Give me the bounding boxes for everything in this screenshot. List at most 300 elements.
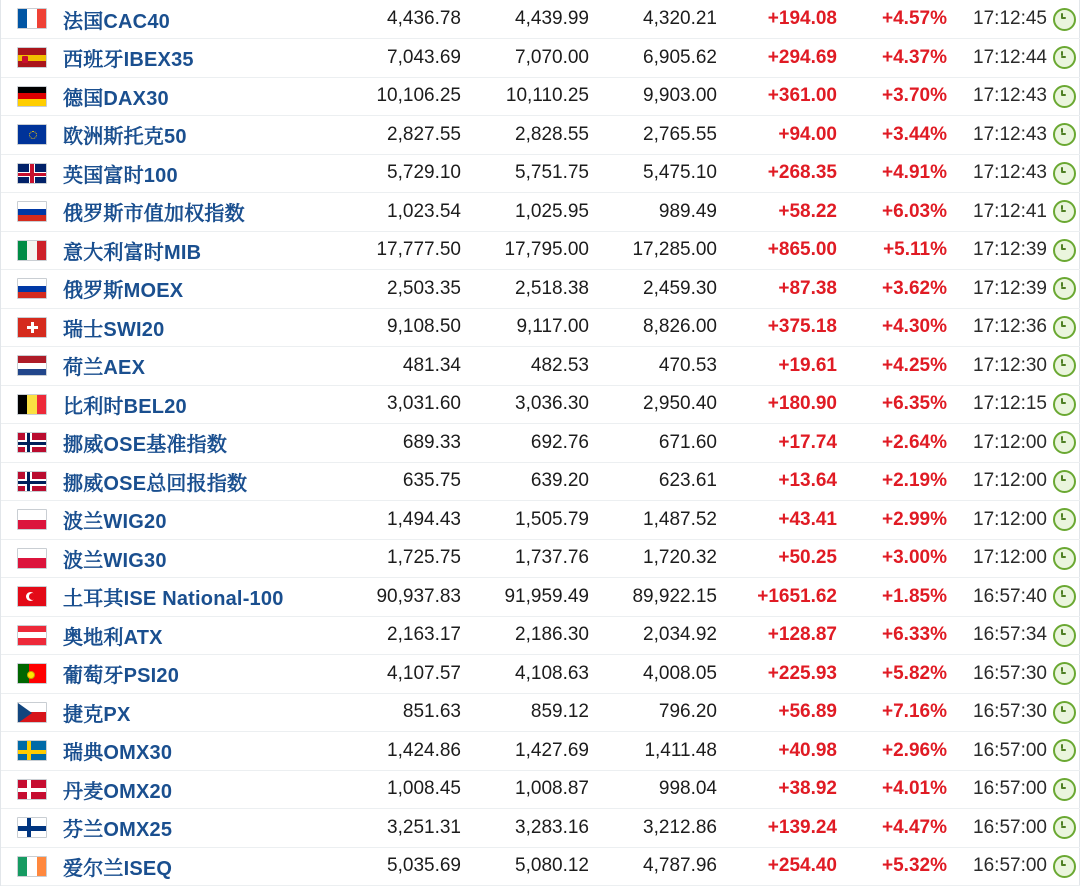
change-percent-cell: +6.35% — [837, 385, 947, 424]
index-name-cell[interactable] — [63, 578, 333, 617]
index-name-cell[interactable] — [63, 154, 333, 193]
high-price-cell: 1,427.69 — [461, 732, 589, 771]
index-name-cell[interactable] — [63, 847, 333, 886]
country-flag-cell — [1, 231, 63, 270]
last-price-cell: 1,424.86 — [333, 732, 461, 771]
table-row[interactable] — [1, 809, 1080, 848]
status-cell — [1047, 501, 1080, 540]
change-cell: +87.38 — [717, 270, 837, 309]
clock-icon — [1053, 701, 1076, 724]
index-name-link[interactable]: 波兰WIG30 — [63, 549, 167, 572]
index-name-cell[interactable] — [63, 116, 333, 155]
change-cell: +58.22 — [717, 193, 837, 232]
table-row[interactable] — [1, 154, 1080, 193]
change-cell: +56.89 — [717, 693, 837, 732]
flag-icon — [17, 548, 47, 569]
index-name-cell[interactable] — [63, 308, 333, 347]
index-name-link[interactable]: 俄罗斯MOEX — [63, 280, 184, 303]
table-row[interactable] — [1, 270, 1080, 309]
change-percent-cell: +4.57% — [837, 0, 947, 39]
status-cell — [1047, 732, 1080, 771]
status-cell — [1047, 385, 1080, 424]
change-percent-cell: +4.91% — [837, 154, 947, 193]
table-row[interactable] — [1, 847, 1080, 886]
index-name-cell[interactable] — [63, 809, 333, 848]
change-percent-cell: +4.30% — [837, 308, 947, 347]
last-price-cell: 90,937.83 — [333, 578, 461, 617]
low-price-cell: 796.20 — [589, 693, 717, 732]
index-name-link[interactable]: 土耳其ISE National-100 — [63, 588, 284, 611]
index-name-cell[interactable] — [63, 39, 333, 78]
low-price-cell: 2,765.55 — [589, 116, 717, 155]
time-cell: 17:12:00 — [947, 424, 1047, 463]
change-cell: +13.64 — [717, 462, 837, 501]
status-cell — [1047, 77, 1080, 116]
high-price-cell: 1,737.76 — [461, 539, 589, 578]
change-percent-cell: +6.03% — [837, 193, 947, 232]
clock-icon — [1053, 239, 1076, 262]
last-price-cell: 7,043.69 — [333, 39, 461, 78]
table-row[interactable] — [1, 770, 1080, 809]
flag-icon — [17, 278, 47, 299]
table-row[interactable] — [1, 116, 1080, 155]
status-cell — [1047, 578, 1080, 617]
flag-icon — [17, 86, 47, 107]
clock-icon — [1053, 855, 1076, 878]
time-cell: 16:57:00 — [947, 770, 1047, 809]
index-name-link[interactable]: 比利时BEL20 — [63, 395, 187, 418]
last-price-cell: 851.63 — [333, 693, 461, 732]
last-price-cell: 4,107.57 — [333, 655, 461, 694]
table-row[interactable] — [1, 0, 1080, 39]
country-flag-cell — [1, 809, 63, 848]
flag-icon — [17, 625, 47, 646]
change-cell: +194.08 — [717, 0, 837, 39]
country-flag-cell — [1, 847, 63, 886]
low-price-cell: 3,212.86 — [589, 809, 717, 848]
clock-icon — [1053, 162, 1076, 185]
index-name-cell[interactable] — [63, 347, 333, 386]
table-row[interactable] — [1, 77, 1080, 116]
flag-icon — [17, 355, 47, 376]
high-price-cell: 3,036.30 — [461, 385, 589, 424]
last-price-cell: 10,106.25 — [333, 77, 461, 116]
low-price-cell: 470.53 — [589, 347, 717, 386]
index-name-cell[interactable] — [63, 501, 333, 540]
table-row[interactable] — [1, 578, 1080, 617]
last-price-cell: 481.34 — [333, 347, 461, 386]
time-cell: 17:12:39 — [947, 270, 1047, 309]
country-flag-cell — [1, 77, 63, 116]
change-cell: +128.87 — [717, 616, 837, 655]
table-row[interactable] — [1, 193, 1080, 232]
clock-icon — [1053, 431, 1076, 454]
flag-icon — [17, 124, 47, 145]
change-percent-cell: +3.70% — [837, 77, 947, 116]
change-cell: +38.92 — [717, 770, 837, 809]
high-price-cell: 5,751.75 — [461, 154, 589, 193]
high-price-cell: 3,283.16 — [461, 809, 589, 848]
high-price-cell: 9,117.00 — [461, 308, 589, 347]
flag-icon — [17, 509, 47, 530]
index-name-link[interactable]: 波兰WIG20 — [63, 511, 167, 534]
status-cell — [1047, 424, 1080, 463]
index-name-cell[interactable] — [63, 655, 333, 694]
clock-icon — [1053, 85, 1076, 108]
index-name-cell[interactable] — [63, 424, 333, 463]
flag-icon — [17, 394, 47, 415]
clock-icon — [1053, 585, 1076, 608]
change-percent-cell: +4.01% — [837, 770, 947, 809]
flag-icon — [17, 471, 47, 492]
index-name-link[interactable]: 瑞典OMX30 — [63, 742, 173, 765]
country-flag-cell — [1, 693, 63, 732]
status-cell — [1047, 655, 1080, 694]
low-price-cell: 4,787.96 — [589, 847, 717, 886]
time-cell: 17:12:43 — [947, 77, 1047, 116]
low-price-cell: 89,922.15 — [589, 578, 717, 617]
high-price-cell: 859.12 — [461, 693, 589, 732]
change-cell: +254.40 — [717, 847, 837, 886]
last-price-cell: 3,251.31 — [333, 809, 461, 848]
index-name-link[interactable]: 丹麦OMX20 — [63, 780, 173, 803]
change-cell: +43.41 — [717, 501, 837, 540]
last-price-cell: 1,008.45 — [333, 770, 461, 809]
country-flag-cell — [1, 501, 63, 540]
clock-icon — [1053, 123, 1076, 146]
time-cell: 17:12:30 — [947, 347, 1047, 386]
last-price-cell: 689.33 — [333, 424, 461, 463]
table-row[interactable] — [1, 539, 1080, 578]
flag-icon — [17, 163, 47, 184]
flag-icon — [17, 702, 47, 723]
country-flag-cell — [1, 462, 63, 501]
last-price-cell: 9,108.50 — [333, 308, 461, 347]
table-row[interactable] — [1, 347, 1080, 386]
time-cell: 16:57:30 — [947, 655, 1047, 694]
time-cell: 17:12:39 — [947, 231, 1047, 270]
high-price-cell: 7,070.00 — [461, 39, 589, 78]
high-price-cell: 1,505.79 — [461, 501, 589, 540]
change-cell: +865.00 — [717, 231, 837, 270]
index-name-cell[interactable] — [63, 539, 333, 578]
clock-icon — [1053, 739, 1076, 762]
last-price-cell: 17,777.50 — [333, 231, 461, 270]
status-cell — [1047, 0, 1080, 39]
high-price-cell: 2,518.38 — [461, 270, 589, 309]
time-cell: 16:57:40 — [947, 578, 1047, 617]
status-cell — [1047, 193, 1080, 232]
clock-icon — [1053, 8, 1076, 31]
change-cell: +94.00 — [717, 116, 837, 155]
change-cell: +139.24 — [717, 809, 837, 848]
last-price-cell: 5,729.10 — [333, 154, 461, 193]
index-name-link[interactable]: 芬兰OMX25 — [63, 819, 173, 842]
change-cell: +1651.62 — [717, 578, 837, 617]
status-cell — [1047, 308, 1080, 347]
change-percent-cell: +5.11% — [837, 231, 947, 270]
index-name-cell[interactable] — [63, 270, 333, 309]
clock-icon — [1053, 547, 1076, 570]
country-flag-cell — [1, 424, 63, 463]
flag-icon — [17, 856, 47, 877]
flag-icon — [17, 47, 47, 68]
high-price-cell: 5,080.12 — [461, 847, 589, 886]
index-name-cell[interactable] — [63, 693, 333, 732]
change-cell: +19.61 — [717, 347, 837, 386]
country-flag-cell — [1, 0, 63, 39]
index-name-cell[interactable] — [63, 77, 333, 116]
time-cell: 17:12:43 — [947, 154, 1047, 193]
change-percent-cell: +5.82% — [837, 655, 947, 694]
status-cell — [1047, 231, 1080, 270]
high-price-cell: 1,008.87 — [461, 770, 589, 809]
time-cell: 17:12:44 — [947, 39, 1047, 78]
time-cell: 16:57:00 — [947, 732, 1047, 771]
index-name-link[interactable]: 爱尔兰ISEQ — [63, 857, 173, 880]
country-flag-cell — [1, 385, 63, 424]
status-cell — [1047, 347, 1080, 386]
change-percent-cell: +3.44% — [837, 116, 947, 155]
change-percent-cell: +1.85% — [837, 578, 947, 617]
clock-icon — [1053, 662, 1076, 685]
status-cell — [1047, 116, 1080, 155]
low-price-cell: 4,008.05 — [589, 655, 717, 694]
clock-icon — [1053, 316, 1076, 339]
high-price-cell: 482.53 — [461, 347, 589, 386]
index-name-cell[interactable] — [63, 770, 333, 809]
high-price-cell: 4,439.99 — [461, 0, 589, 39]
quotes-table — [1, 0, 1080, 886]
last-price-cell: 4,436.78 — [333, 0, 461, 39]
change-percent-cell: +2.19% — [837, 462, 947, 501]
clock-icon — [1053, 624, 1076, 647]
index-name-cell[interactable] — [63, 732, 333, 771]
clock-icon — [1053, 354, 1076, 377]
flag-icon — [17, 779, 47, 800]
low-price-cell: 9,903.00 — [589, 77, 717, 116]
low-price-cell: 2,950.40 — [589, 385, 717, 424]
status-cell — [1047, 270, 1080, 309]
country-flag-cell — [1, 154, 63, 193]
country-flag-cell — [1, 270, 63, 309]
high-price-cell: 639.20 — [461, 462, 589, 501]
low-price-cell: 2,459.30 — [589, 270, 717, 309]
index-name-link[interactable]: 欧洲斯托克50 — [63, 126, 187, 149]
flag-icon — [17, 740, 47, 761]
flag-icon — [17, 586, 47, 607]
index-name-cell[interactable] — [63, 385, 333, 424]
index-name-link[interactable]: 荷兰AEX — [63, 357, 146, 380]
low-price-cell: 623.61 — [589, 462, 717, 501]
index-name-cell[interactable] — [63, 0, 333, 39]
change-percent-cell: +4.37% — [837, 39, 947, 78]
country-flag-cell — [1, 770, 63, 809]
time-cell: 17:12:00 — [947, 539, 1047, 578]
index-name-link[interactable]: 奥地利ATX — [63, 626, 163, 649]
low-price-cell: 1,487.52 — [589, 501, 717, 540]
clock-icon — [1053, 200, 1076, 223]
flag-icon — [17, 432, 47, 453]
clock-icon — [1053, 277, 1076, 300]
low-price-cell: 1,720.32 — [589, 539, 717, 578]
table-row[interactable] — [1, 655, 1080, 694]
change-cell: +268.35 — [717, 154, 837, 193]
status-cell — [1047, 809, 1080, 848]
low-price-cell: 17,285.00 — [589, 231, 717, 270]
status-cell — [1047, 539, 1080, 578]
low-price-cell: 5,475.10 — [589, 154, 717, 193]
low-price-cell: 6,905.62 — [589, 39, 717, 78]
index-name-cell[interactable] — [63, 462, 333, 501]
index-name-link[interactable]: 西班牙IBEX35 — [63, 49, 194, 72]
table-row[interactable] — [1, 693, 1080, 732]
clock-icon — [1053, 46, 1076, 69]
time-cell: 17:12:36 — [947, 308, 1047, 347]
country-flag-cell — [1, 308, 63, 347]
table-row[interactable] — [1, 231, 1080, 270]
last-price-cell: 1,023.54 — [333, 193, 461, 232]
country-flag-cell — [1, 539, 63, 578]
last-price-cell: 1,725.75 — [333, 539, 461, 578]
low-price-cell: 2,034.92 — [589, 616, 717, 655]
country-flag-cell — [1, 193, 63, 232]
index-name-link[interactable]: 挪威OSE总回报指数 — [63, 472, 248, 495]
status-cell — [1047, 847, 1080, 886]
flag-icon — [17, 240, 47, 261]
last-price-cell: 2,827.55 — [333, 116, 461, 155]
clock-icon — [1053, 470, 1076, 493]
change-percent-cell: +2.64% — [837, 424, 947, 463]
change-cell: +361.00 — [717, 77, 837, 116]
index-name-link[interactable]: 瑞士SWI20 — [63, 318, 165, 341]
low-price-cell: 989.49 — [589, 193, 717, 232]
index-name-link[interactable]: 意大利富时MIB — [63, 241, 202, 264]
status-cell — [1047, 39, 1080, 78]
last-price-cell: 2,163.17 — [333, 616, 461, 655]
index-name-cell[interactable] — [63, 231, 333, 270]
table-row[interactable] — [1, 308, 1080, 347]
change-percent-cell: +4.25% — [837, 347, 947, 386]
flag-icon — [17, 8, 47, 29]
time-cell: 16:57:00 — [947, 809, 1047, 848]
change-percent-cell: +2.99% — [837, 501, 947, 540]
status-cell — [1047, 770, 1080, 809]
country-flag-cell — [1, 116, 63, 155]
index-name-link[interactable]: 德国DAX30 — [63, 87, 169, 110]
country-flag-cell — [1, 578, 63, 617]
table-row[interactable] — [1, 462, 1080, 501]
country-flag-cell — [1, 732, 63, 771]
change-percent-cell: +2.96% — [837, 732, 947, 771]
table-row[interactable] — [1, 385, 1080, 424]
index-name-link[interactable]: 俄罗斯市值加权指数 — [63, 203, 245, 226]
last-price-cell: 635.75 — [333, 462, 461, 501]
table-row[interactable] — [1, 732, 1080, 771]
last-price-cell: 1,494.43 — [333, 501, 461, 540]
change-percent-cell: +3.62% — [837, 270, 947, 309]
change-cell: +180.90 — [717, 385, 837, 424]
high-price-cell: 2,186.30 — [461, 616, 589, 655]
clock-icon — [1053, 778, 1076, 801]
change-percent-cell: +4.47% — [837, 809, 947, 848]
high-price-cell: 91,959.49 — [461, 578, 589, 617]
change-percent-cell: +3.00% — [837, 539, 947, 578]
table-row[interactable] — [1, 616, 1080, 655]
index-name-link[interactable]: 捷克PX — [63, 703, 131, 726]
country-flag-cell — [1, 655, 63, 694]
change-cell: +225.93 — [717, 655, 837, 694]
clock-icon — [1053, 393, 1076, 416]
high-price-cell: 17,795.00 — [461, 231, 589, 270]
status-cell — [1047, 616, 1080, 655]
time-cell: 16:57:30 — [947, 693, 1047, 732]
change-cell: +40.98 — [717, 732, 837, 771]
time-cell: 17:12:00 — [947, 501, 1047, 540]
change-percent-cell: +5.32% — [837, 847, 947, 886]
index-name-cell[interactable] — [63, 616, 333, 655]
index-name-link[interactable]: 葡萄牙PSI20 — [63, 665, 180, 688]
time-cell: 16:57:34 — [947, 616, 1047, 655]
last-price-cell: 5,035.69 — [333, 847, 461, 886]
table-row[interactable] — [1, 424, 1080, 463]
flag-icon — [17, 201, 47, 222]
time-cell: 17:12:43 — [947, 116, 1047, 155]
country-flag-cell — [1, 616, 63, 655]
clock-icon — [1053, 508, 1076, 531]
flag-icon — [17, 817, 47, 838]
index-name-link[interactable]: 法国CAC40 — [63, 10, 170, 33]
high-price-cell: 2,828.55 — [461, 116, 589, 155]
status-cell — [1047, 693, 1080, 732]
time-cell: 17:12:41 — [947, 193, 1047, 232]
change-cell: +375.18 — [717, 308, 837, 347]
table-row[interactable] — [1, 501, 1080, 540]
low-price-cell: 671.60 — [589, 424, 717, 463]
time-cell: 17:12:00 — [947, 462, 1047, 501]
country-flag-cell — [1, 347, 63, 386]
change-cell: +50.25 — [717, 539, 837, 578]
last-price-cell: 2,503.35 — [333, 270, 461, 309]
flag-icon — [17, 663, 47, 684]
index-name-cell[interactable] — [63, 193, 333, 232]
high-price-cell: 1,025.95 — [461, 193, 589, 232]
country-flag-cell — [1, 39, 63, 78]
change-cell: +17.74 — [717, 424, 837, 463]
high-price-cell: 4,108.63 — [461, 655, 589, 694]
high-price-cell: 692.76 — [461, 424, 589, 463]
change-percent-cell: +6.33% — [837, 616, 947, 655]
low-price-cell: 1,411.48 — [589, 732, 717, 771]
time-cell: 17:12:15 — [947, 385, 1047, 424]
index-name-link[interactable]: 挪威OSE基准指数 — [63, 434, 228, 457]
low-price-cell: 4,320.21 — [589, 0, 717, 39]
table-row[interactable] — [1, 39, 1080, 78]
time-cell: 17:12:45 — [947, 0, 1047, 39]
flag-icon — [17, 317, 47, 338]
status-cell — [1047, 154, 1080, 193]
last-price-cell: 3,031.60 — [333, 385, 461, 424]
clock-icon — [1053, 816, 1076, 839]
low-price-cell: 8,826.00 — [589, 308, 717, 347]
low-price-cell: 998.04 — [589, 770, 717, 809]
index-name-link[interactable]: 英国富时100 — [63, 164, 178, 187]
time-cell: 16:57:00 — [947, 847, 1047, 886]
high-price-cell: 10,110.25 — [461, 77, 589, 116]
status-cell — [1047, 462, 1080, 501]
change-percent-cell: +7.16% — [837, 693, 947, 732]
change-cell: +294.69 — [717, 39, 837, 78]
